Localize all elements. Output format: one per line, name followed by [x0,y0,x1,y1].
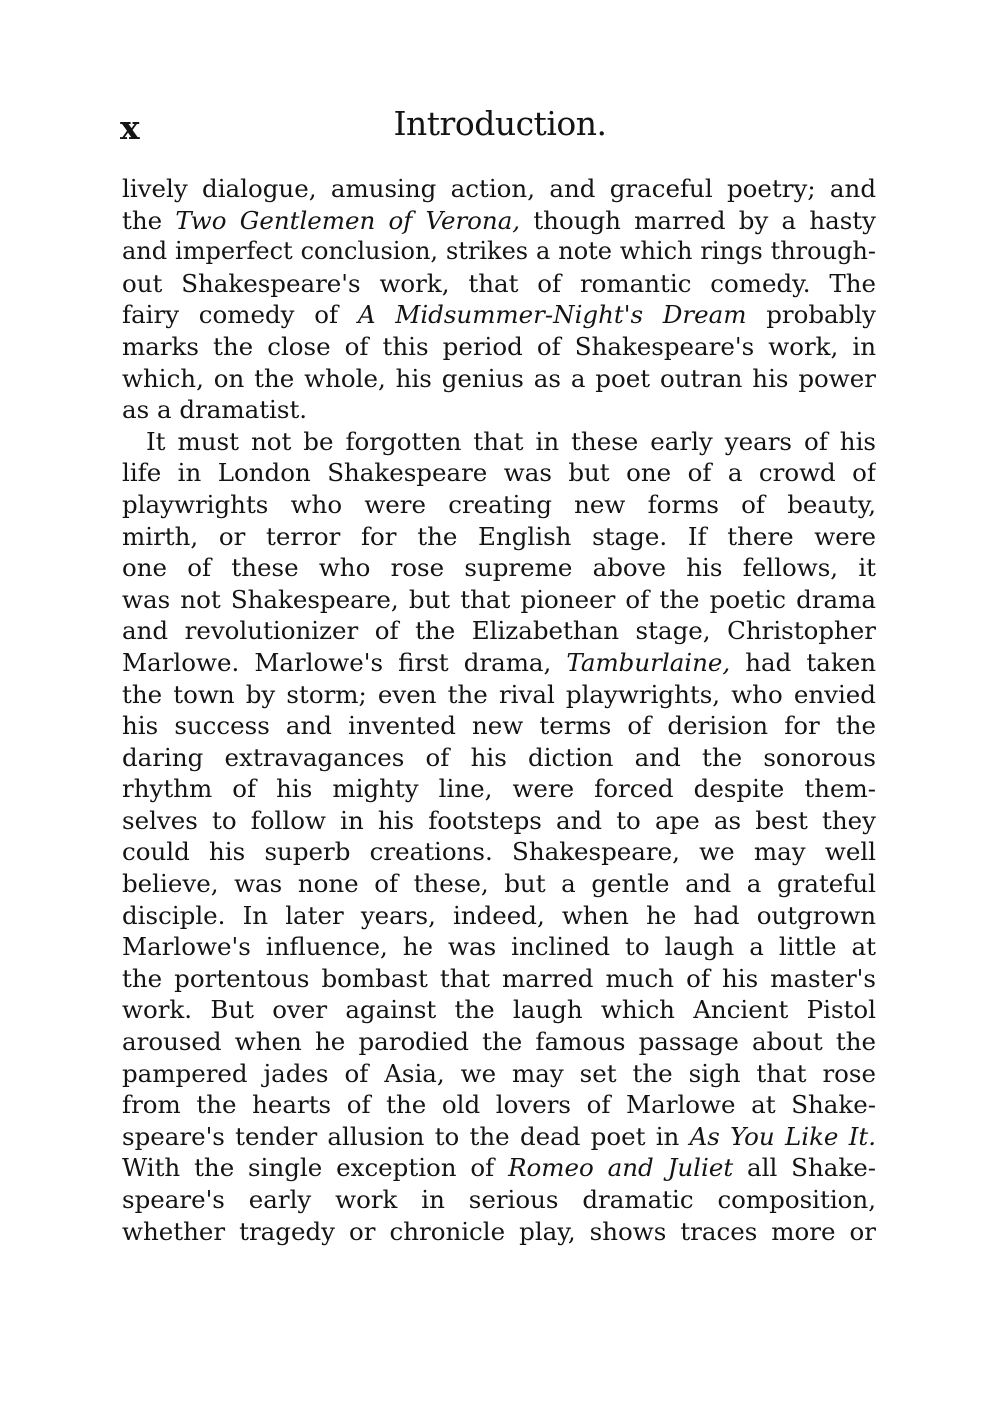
text-line [122,900,876,932]
text-line [122,363,876,395]
text-line [122,931,876,963]
text-line [122,868,876,900]
text-segment: pampered jades of Asia, we may set the sigh that rose [122,1058,876,1088]
text-line [122,268,876,300]
text-segment: believe, was none of these, but a gentle and a grateful [122,869,876,899]
text-line [122,1184,876,1216]
text-segment: whether tragedy or chronicle play, shows traces more or [122,1216,876,1246]
text-segment: marks the close of this period of Shakespeare's work, in [122,331,876,361]
text-segment: mirth, or terror for the English stage. If there were [122,521,876,551]
text-segment: playwrights who were creating new forms of beauty, [122,489,876,519]
text-segment: rhythm of his mighty line, were forced despite them- [122,774,876,804]
page-number: x [120,108,140,147]
text-segment: selves to follow in his footsteps and to ape as best they [122,805,876,835]
text-line [122,236,876,268]
text-line [122,710,876,742]
text-line [122,205,876,237]
text-segment: lively dialogue, amusing action, and graceful poetry; and [122,174,876,203]
text-segment: was not Shakespeare, but that pioneer of the poetic drama [122,584,876,614]
text-line [122,994,876,1026]
text-line [122,1089,876,1121]
body-text [122,173,876,1247]
text-line [122,1152,876,1184]
text-segment: the town by storm; even the rival playwrights, who envied [122,679,876,709]
running-title: Introduction. [393,104,607,143]
text-line [122,1121,876,1153]
text-line [122,299,876,331]
text-segment: aroused when he parodied the famous passage about the [122,1027,876,1057]
text-segment: as a dramatist. [122,395,308,425]
text-line [122,331,876,363]
text-segment: fairy comedy of [122,300,358,330]
text-line [122,1058,876,1090]
text-segment: It must not be forgotten that in these early years of his [146,426,876,456]
text-segment: his success and invented new terms of derision for the [122,711,876,741]
text-segment: daring extravagances of his diction and the sonorous [122,742,876,772]
italic-title-text: Two Gentlemen of Verona, [175,205,521,235]
italic-title-text: As You Like It. [689,1121,876,1151]
text-segment: and imperfect conclusion, strikes a note which rings through- [122,237,876,266]
italic-title-text: A Midsummer-Night's Dream [357,300,747,330]
text-line [122,552,876,584]
italic-title-text: Tamburlaine, [566,647,731,677]
text-segment: With the single exception of [122,1153,509,1183]
text-line [122,394,876,426]
text-segment: all Shake- [733,1153,876,1183]
text-segment: life in London Shakespeare was but one of a crowd of [122,458,876,488]
text-line [122,773,876,805]
text-segment: which, on the whole, his genius as a poet outran his power [122,363,876,393]
text-line [122,679,876,711]
text-line [122,1216,876,1248]
text-line [122,647,876,679]
text-segment: work. But over against the laugh which Ancient Pistol [122,995,876,1025]
text-segment: Marlowe's influence, he was inclined to laugh a little at [122,932,876,962]
text-line [122,963,876,995]
text-segment: and revolutionizer of the Elizabethan stage, Christopher [122,616,876,646]
text-segment: could his superb creations. Shakespeare, we may well [122,837,876,867]
text-line [122,489,876,521]
text-segment: from the hearts of the old lovers of Marlowe at Shake- [122,1090,876,1120]
text-segment: out Shakespeare's work, that of romantic comedy. The [122,268,876,298]
text-line [122,742,876,774]
text-segment: speare's tender allusion to the dead poet in [122,1121,690,1151]
text-segment: the portentous bombast that marred much of his master's [122,963,876,993]
text-line [122,457,876,489]
italic-title-text: Romeo and Juliet [508,1153,734,1183]
text-line [122,836,876,868]
text-line [122,173,876,205]
text-segment: though marred by a hasty [520,205,876,235]
text-segment: the [122,205,176,235]
text-segment: Marlowe. Marlowe's first drama, [122,647,567,677]
text-segment: speare's early work in serious dramatic composition, [122,1185,876,1214]
text-line [122,584,876,616]
text-line [122,805,876,837]
text-line [122,521,876,553]
text-line [122,1026,876,1058]
text-line [122,426,876,458]
text-segment: one of these who rose supreme above his fellows, it [122,553,876,583]
text-segment: probably [746,300,876,330]
text-segment: had taken [730,647,876,677]
text-line [122,615,876,647]
text-segment: disciple. In later years, indeed, when he had outgrown [122,900,876,930]
